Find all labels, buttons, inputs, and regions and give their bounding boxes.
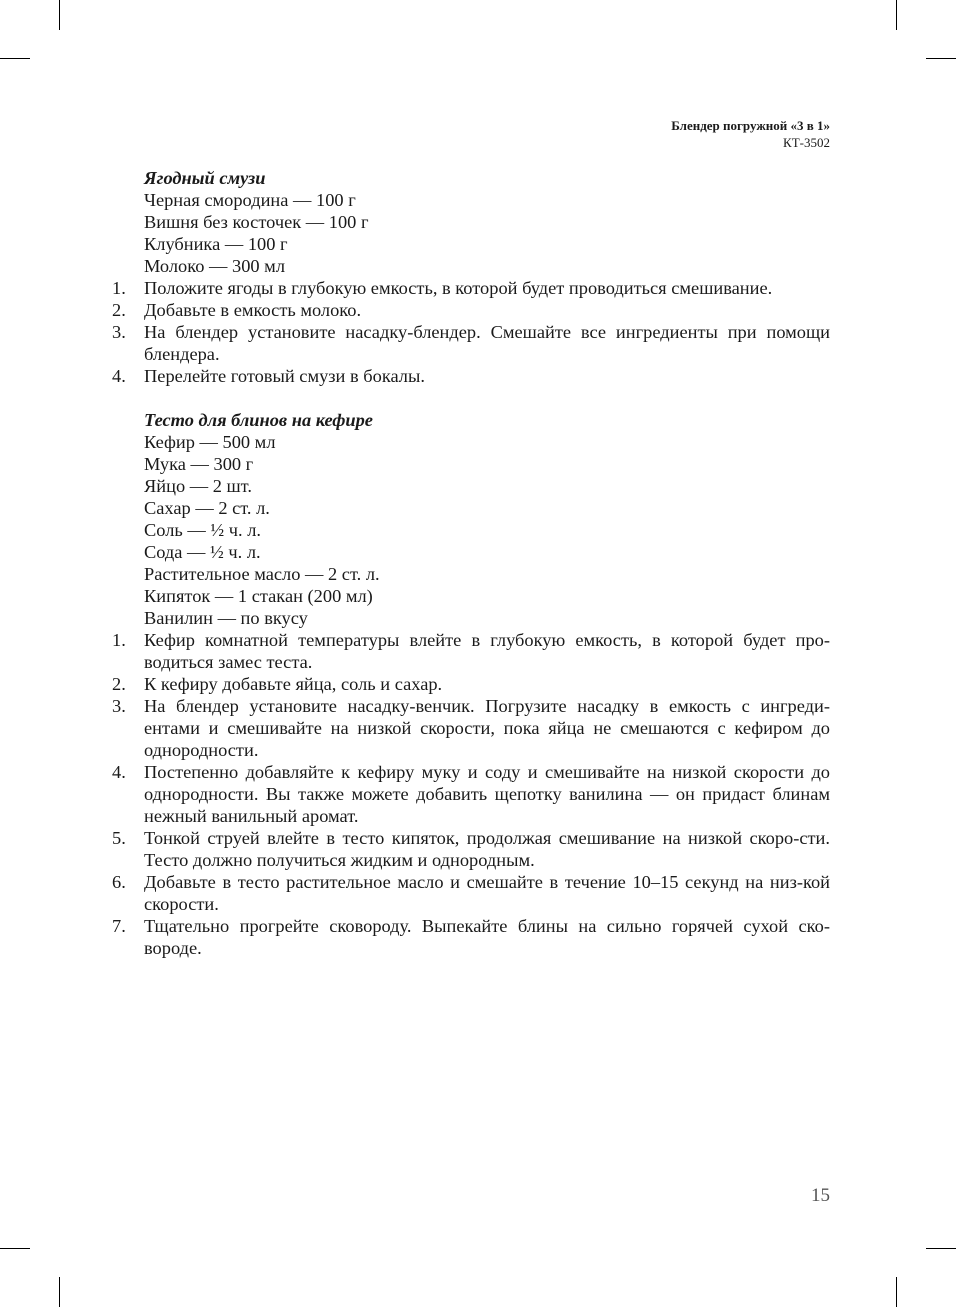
recipe-kefir-pancake-batter [110,409,830,959]
step-number: 7. [112,916,126,936]
step-text: На блендер установите насадку-венчик. Погрузите насадку в емкость с ингреди-ентами и смешивайте на низкой скорости, пока яйца не смешаются с кефиром до однородности. [144,696,830,760]
recipe-title: Ягодный смузи [144,168,266,188]
step-item [110,321,830,365]
step-text: К кефиру добавьте яйца, соль и сахар. [144,674,443,694]
step-text: Тщательно прогрейте сковороду. Выпекайте блины на сильно горячей сухой ско-вороде. [144,916,830,958]
step-text: Постепенно добавляйте к кефиру муку и соду и смешивайте на низкой скорости до однородности. Вы также можете добавить щепотку ванилина — он придаст блинам нежный ванильный аромат. [144,762,830,826]
running-header [671,117,830,151]
step-item [110,365,830,387]
ingredient-item: Черная смородина — 100 г [144,190,356,210]
ingredient-item: Клубника — 100 г [144,234,288,254]
step-number: 5. [112,828,126,848]
recipe-title: Тесто для блинов на кефире [144,410,373,430]
step-item [110,915,830,959]
ingredient-item: Мука — 300 г [144,454,254,474]
step-item [110,629,830,673]
crop-mark-top-left-vertical [59,0,60,30]
step-text: Перелейте готовый смузи в бокалы. [144,366,425,386]
step-item [110,299,830,321]
step-text: Добавьте в емкость молоко. [144,300,362,320]
step-item [110,673,830,695]
step-number: 3. [112,322,126,342]
step-number: 2. [112,674,126,694]
header-model: КТ-3502 [783,135,830,150]
step-item [110,827,830,871]
crop-mark-top-left-horizontal [0,58,30,59]
step-item [110,695,830,761]
crop-mark-top-right-horizontal [926,58,956,59]
ingredient-item: Яйцо — 2 шт. [144,476,252,496]
recipe-berry-smoothie [110,167,830,387]
step-item [110,871,830,915]
ingredient-item: Вишня без косточек — 100 г [144,212,369,232]
crop-mark-bottom-right-horizontal [926,1248,956,1249]
step-number: 4. [112,762,126,782]
page-number: 15 [811,1185,830,1206]
page-content [110,167,830,959]
crop-mark-top-right-vertical [896,0,897,30]
ingredient-item: Кефир — 500 мл [144,432,276,452]
step-text: На блендер установите насадку-блендер. Смешайте все ингредиенты при помощи блендера. [144,322,830,364]
step-number: 6. [112,872,126,892]
ingredient-item: Ванилин — по вкусу [144,608,308,628]
step-number: 2. [112,300,126,320]
ingredient-item: Растительное масло — 2 ст. л. [144,564,380,584]
step-number: 3. [112,696,126,716]
step-number: 1. [112,630,126,650]
step-number: 1. [112,278,126,298]
step-text: Тонкой струей влейте в тесто кипяток, продолжая смешивание на низкой скоро-сти. Тесто должно получиться жидким и однородным. [144,828,830,870]
step-list [110,629,830,959]
step-number: 4. [112,366,126,386]
header-title: Блендер погружной «3 в 1» [671,118,830,133]
ingredient-item: Сахар — 2 ст. л. [144,498,270,518]
crop-mark-bottom-right-vertical [896,1277,897,1307]
step-text: Кефир комнатной температуры влейте в глубокую емкость, в которой будет про-водиться замес теста. [144,630,830,672]
ingredient-item: Сода — ½ ч. л. [144,542,261,562]
step-list [110,277,830,387]
step-item [110,277,830,299]
step-item [110,761,830,827]
ingredient-item: Молоко — 300 мл [144,256,285,276]
ingredient-list [110,189,830,277]
ingredient-list [110,431,830,629]
step-text: Добавьте в тесто растительное масло и смешайте в течение 10–15 секунд на низ-кой скорости. [144,872,830,914]
ingredient-item: Соль — ½ ч. л. [144,520,261,540]
crop-mark-bottom-left-vertical [59,1277,60,1307]
ingredient-item: Кипяток — 1 стакан (200 мл) [144,586,373,606]
crop-mark-bottom-left-horizontal [0,1248,30,1249]
step-text: Положите ягоды в глубокую емкость, в которой будет проводиться смешивание. [144,278,773,298]
section-spacer [110,387,830,409]
